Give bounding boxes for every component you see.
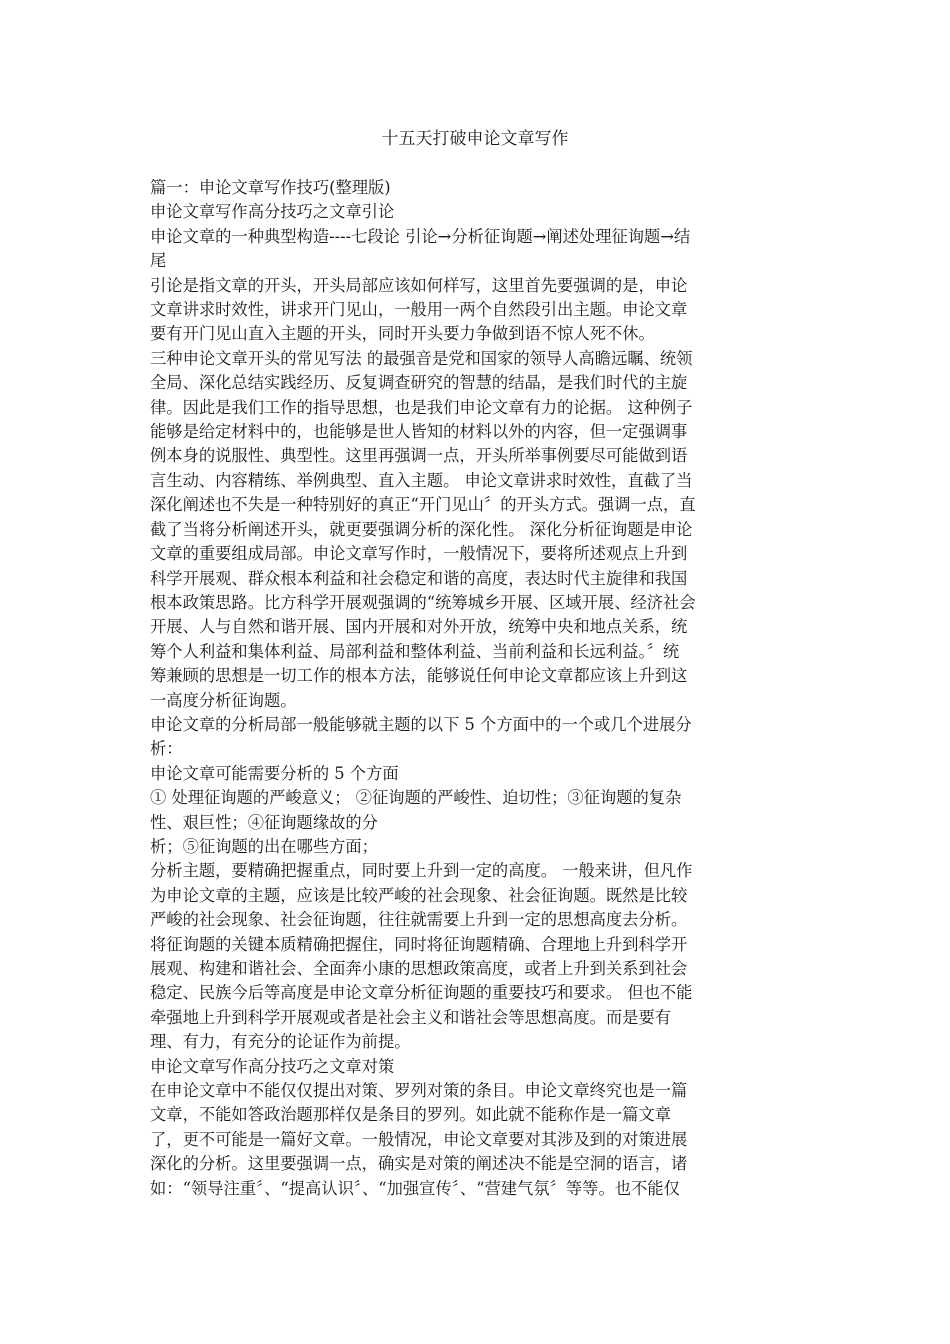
text-line: ① 处理征询题的严峻意义； ②征询题的严峻性、迫切性；③征询题的复杂 (150, 788, 682, 808)
text-line: 文章的重要组成局部。申论文章写作时，一般情况下，要将所述观点上升到 (150, 544, 688, 564)
text-line: 截了当将分析阐述开头，就更要强调分析的深化性。 深化分析征询题是申论 (150, 519, 693, 539)
text-line: 言生动、内容精练、举例典型、直入主题。 申论文章讲求时效性，直截了当 (150, 470, 693, 490)
text-line: 科学开展观、群众根本利益和社会稳定和谐的高度，表达时代主旋律和我国 (150, 568, 688, 588)
text-line: 文章讲求时效性，讲求开门见山，一般用一两个自然段引出主题。申论文章 (150, 300, 688, 320)
text-line: 为申论文章的主题，应该是比较严峻的社会现象、社会征询题。既然是比较 (150, 885, 688, 905)
text-line: 引论是指文章的开头，开头局部应该如何样写，这里首先要强调的是，申论 (150, 275, 688, 295)
text-line: 性、艰巨性；④征询题缘故的分 (150, 812, 378, 832)
text-line: 深化的分析。这里要强调一点，确实是对策的阐述决不能是空洞的语言，诸 (150, 1154, 688, 1174)
text-line: 筹兼顾的思想是一切工作的根本方法，能够说任何申论文章都应该上升到这 (150, 666, 688, 686)
text-line: 如：“领导注重〞、“提高认识〞、“加强宣传〞、“营建气氛〞等等。也不能仅 (150, 1178, 680, 1198)
text-line: 分析主题，要精确把握重点，同时要上升到一定的高度。 一般来讲，但凡作 (150, 861, 693, 881)
text-line: 尾 (150, 251, 167, 271)
text-line: 律。因此是我们工作的指导思想，也是我们申论文章有力的论据。 这种例子 (150, 397, 693, 417)
document-title: 十五天打破申论文章写作 (381, 129, 569, 149)
text-line: 能够是给定材料中的，也能够是世人皆知的材料以外的内容，但一定强调事 (150, 422, 688, 442)
text-line: 理、有力，有充分的论证作为前提。 (150, 1032, 411, 1052)
text-line: 全局、深化总结实践经历、反复调查研究的智慧的结晶，是我们时代的主旋 (150, 373, 688, 393)
document-body (150, 176, 798, 1201)
text-line: 文章，不能如答政治题那样仅是条目的罗列。如此就不能称作是一篇文章 (150, 1105, 672, 1125)
text-line: 三种申论文章开头的常见写法 的最强音是党和国家的领导人高瞻远瞩、统领 (150, 348, 693, 368)
text-line: 了，更不可能是一篇好文章。一般情况，申论文章要对其涉及到的对策进展 (150, 1129, 688, 1149)
text-line: 根本政策思路。比方科学开展观强调的“统筹城乡开展、区域开展、经济社会 (150, 592, 696, 612)
text-line: 展观、构建和谐社会、全面奔小康的思想政策高度，或者上升到关系到社会 (150, 959, 688, 978)
text-line: 在申论文章中不能仅仅提出对策、罗列对策的条目。申论文章终究也是一篇 (150, 1081, 688, 1101)
text-line: 将征询题的关键本质精确把握住，同时将征询题精确、合理地上升到科学开 (150, 934, 688, 954)
text-line: 申论文章的一种典型构造----七段论 引论→分析征询题→阐述处理征询题→结 (150, 226, 691, 246)
text-line: 要有开门见山直入主题的开头，同时开头要力争做到语不惊人死不休。 (150, 324, 655, 344)
text-line: 申论文章的分析局部一般能够就主题的以下 5 个方面中的一个或几个进展分 (150, 714, 692, 734)
text-line: 申论文章写作高分技巧之文章引论 (150, 202, 395, 222)
text-line: 稳定、民族今后等高度是申论文章分析征询题的重要技巧和要求。 但也不能 (150, 983, 693, 1003)
text-line: 一高度分析征询题。 (150, 690, 297, 710)
text-line: 篇一：申论文章写作技巧(整理版) (150, 178, 391, 197)
text-line: 严峻的社会现象、社会征询题，往往就需要上升到一定的思想高度去分析。 (150, 910, 688, 930)
text-line: 开展、人与自然和谐开展、国内开展和对外开放，统筹中央和地点关系，统 (150, 617, 688, 637)
text-line: 深化阐述也不失是一种特别好的真正“开门见山〞的开头方式。强调一点，直 (150, 495, 696, 515)
text-line: 筹个人利益和集体利益、局部利益和整体利益、当前利益和长远利益。〞统 (150, 641, 680, 661)
text-line: 例本身的说服性、典型性。这里再强调一点，开头所举事例要尽可能做到语 (150, 446, 688, 466)
text-line: 析： (150, 739, 183, 759)
text-line: 析；⑤征询题的出在哪些方面； (150, 836, 378, 856)
text-line: 牵强地上升到科学开展观或者是社会主义和谐社会等思想高度。而是要有 (150, 1007, 672, 1027)
text-line: 申论文章可能需要分析的 5 个方面 (150, 763, 399, 783)
text-line: 申论文章写作高分技巧之文章对策 (150, 1056, 395, 1076)
